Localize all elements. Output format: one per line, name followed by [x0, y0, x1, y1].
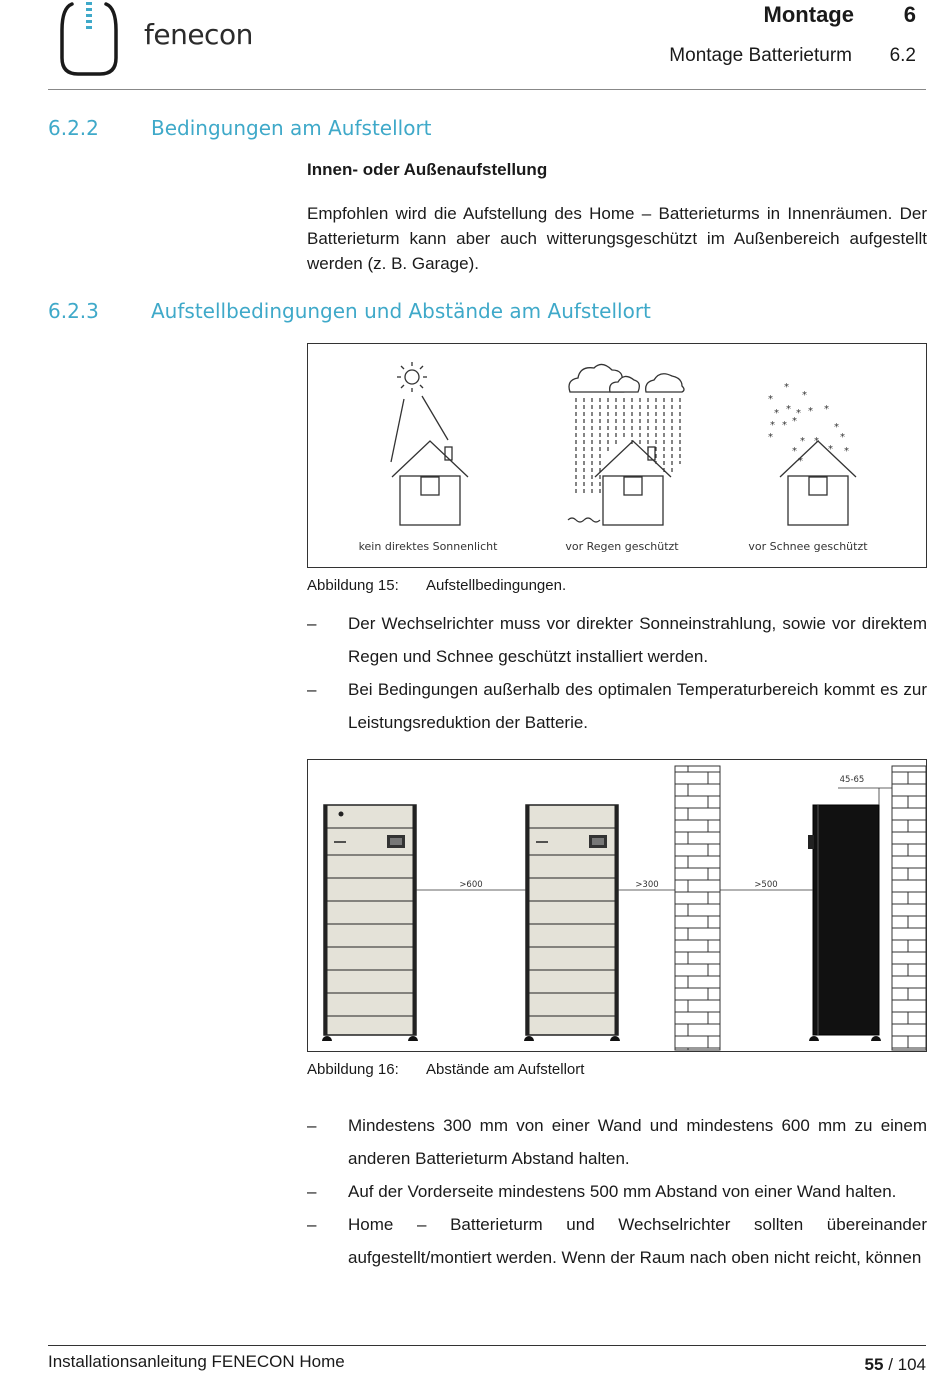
- section-title: Montage Batterieturm: [669, 45, 852, 66]
- caption-text: Aufstellbedingungen.: [426, 577, 567, 594]
- battery-tower-side-icon: [808, 805, 881, 1041]
- heading-text: Bedingungen am Aufstellort: [151, 116, 432, 140]
- list-item-text: Auf der Vorderseite mindestens 500 mm Abstand von einer Wand halten.: [348, 1182, 897, 1201]
- list-item-text: Bei Bedingungen außerhalb des optimalen Temperaturbereich kommt es zur Leistungsreduktion der Batterie.: [348, 680, 927, 732]
- svg-text:*: *: [828, 444, 833, 455]
- figure-installation-conditions: [307, 343, 927, 568]
- section-number: 6.2: [889, 45, 916, 66]
- bullet-dash: –: [307, 1116, 317, 1135]
- figure-15-caption: [307, 577, 566, 594]
- sun-icon: [391, 362, 448, 462]
- bullet-dash: –: [307, 680, 317, 699]
- conditions-illustration: [308, 344, 926, 567]
- battery-tower-icon: [524, 805, 620, 1041]
- svg-text:*: *: [814, 436, 819, 447]
- svg-text:*: *: [798, 456, 803, 467]
- fenecon-logo-mark-icon: [58, 0, 120, 78]
- house-icon: [392, 441, 468, 525]
- list-item-text: Der Wechselrichter muss vor direkter Sonneinstrahlung, sowie vor direktem Regen und Schnee geschützt installiert werden.: [348, 614, 927, 666]
- label-snow-protected: vor Schnee geschützt: [748, 540, 868, 553]
- dim-500: >500: [754, 880, 778, 890]
- heading-number: 6.2.2: [48, 116, 99, 140]
- svg-text:*: *: [768, 394, 773, 405]
- svg-text:*: *: [802, 390, 807, 401]
- list-item-text: Mindestens 300 mm von einer Wand und mindestens 600 mm zu einem anderen Batterieturm Abstand halten.: [348, 1116, 927, 1168]
- figure-16-caption: [307, 1061, 584, 1078]
- page-number: [865, 1355, 926, 1375]
- bullet-dash: –: [307, 1215, 317, 1234]
- bullet-list-conditions: [307, 607, 927, 739]
- bullet-dash: –: [307, 1182, 317, 1201]
- footer-divider: [48, 1345, 926, 1346]
- caption-label: Abbildung 15:: [307, 577, 399, 594]
- list-item: [307, 1208, 927, 1274]
- svg-text:*: *: [792, 416, 797, 427]
- heading-number: 6.2.3: [48, 299, 99, 323]
- svg-text:*: *: [770, 420, 775, 431]
- svg-text:*: *: [834, 422, 839, 433]
- brick-wall-icon: [892, 766, 926, 1050]
- dim-600: >600: [459, 880, 483, 890]
- bullet-list-clearances: [307, 1109, 927, 1274]
- heading-6-2-2: [48, 116, 432, 140]
- svg-text:*: *: [784, 382, 789, 393]
- figure-clearances: [307, 759, 927, 1052]
- svg-text:*: *: [824, 404, 829, 415]
- house-icon: [595, 441, 671, 525]
- dim-45-65: 45-65: [839, 775, 865, 785]
- svg-text:*: *: [800, 436, 805, 447]
- bullet-dash: –: [307, 614, 317, 633]
- chapter-number: 6: [903, 2, 916, 27]
- svg-text:*: *: [844, 446, 849, 457]
- chapter-title: Montage: [763, 2, 854, 27]
- svg-text:*: *: [782, 420, 787, 431]
- clearances-illustration: [308, 760, 926, 1051]
- svg-text:*: *: [768, 432, 773, 443]
- snow-icon: [768, 382, 849, 467]
- page-current: 55: [864, 1355, 884, 1374]
- caption-text: Abstände am Aufstellort: [426, 1061, 585, 1078]
- water-icon: [568, 518, 600, 522]
- header-divider: [48, 89, 926, 90]
- body-paragraph: Empfohlen wird die Aufstellung des Home – Batterieturms in Innenräumen. Der Batterieturm kann aber auch witterungsgeschützt im Außenbereich aufgestellt werden (z. B. Garage).: [307, 204, 927, 273]
- brick-wall-icon: [675, 766, 720, 1050]
- page-total: / 104: [888, 1355, 926, 1374]
- label-no-sunlight: kein direktes Sonnenlicht: [358, 540, 498, 553]
- svg-text:*: *: [792, 446, 797, 457]
- caption-label: Abbildung 16:: [307, 1061, 399, 1078]
- fenecon-logo: [52, 0, 253, 84]
- footer-document-title: Installationsanleitung FENECON Home: [48, 1352, 345, 1371]
- heading-text: Aufstellbedingungen und Abstände am Aufstellort: [151, 299, 651, 323]
- svg-text:*: *: [840, 432, 845, 443]
- list-item: [307, 1109, 927, 1175]
- list-item: [307, 673, 927, 739]
- brand-wordmark: fenecon: [144, 18, 253, 51]
- svg-text:*: *: [786, 404, 791, 415]
- list-item: [307, 607, 927, 673]
- svg-text:*: *: [796, 408, 801, 419]
- cloud-icon: [569, 364, 684, 392]
- dim-300: >300: [635, 880, 659, 890]
- svg-text:*: *: [808, 406, 813, 417]
- svg-text:*: *: [774, 408, 779, 419]
- list-item-text: Home – Batterieturm und Wechselrichter sollten übereinander aufgestellt/montiert werden. Wenn der Raum nach oben nicht reicht, können: [348, 1215, 927, 1267]
- subheading: Innen- oder Außenaufstellung: [307, 160, 548, 179]
- battery-tower-icon: [322, 805, 418, 1041]
- label-rain-protected: vor Regen geschützt: [565, 540, 679, 553]
- list-item: [307, 1175, 927, 1208]
- heading-6-2-3: [48, 299, 651, 323]
